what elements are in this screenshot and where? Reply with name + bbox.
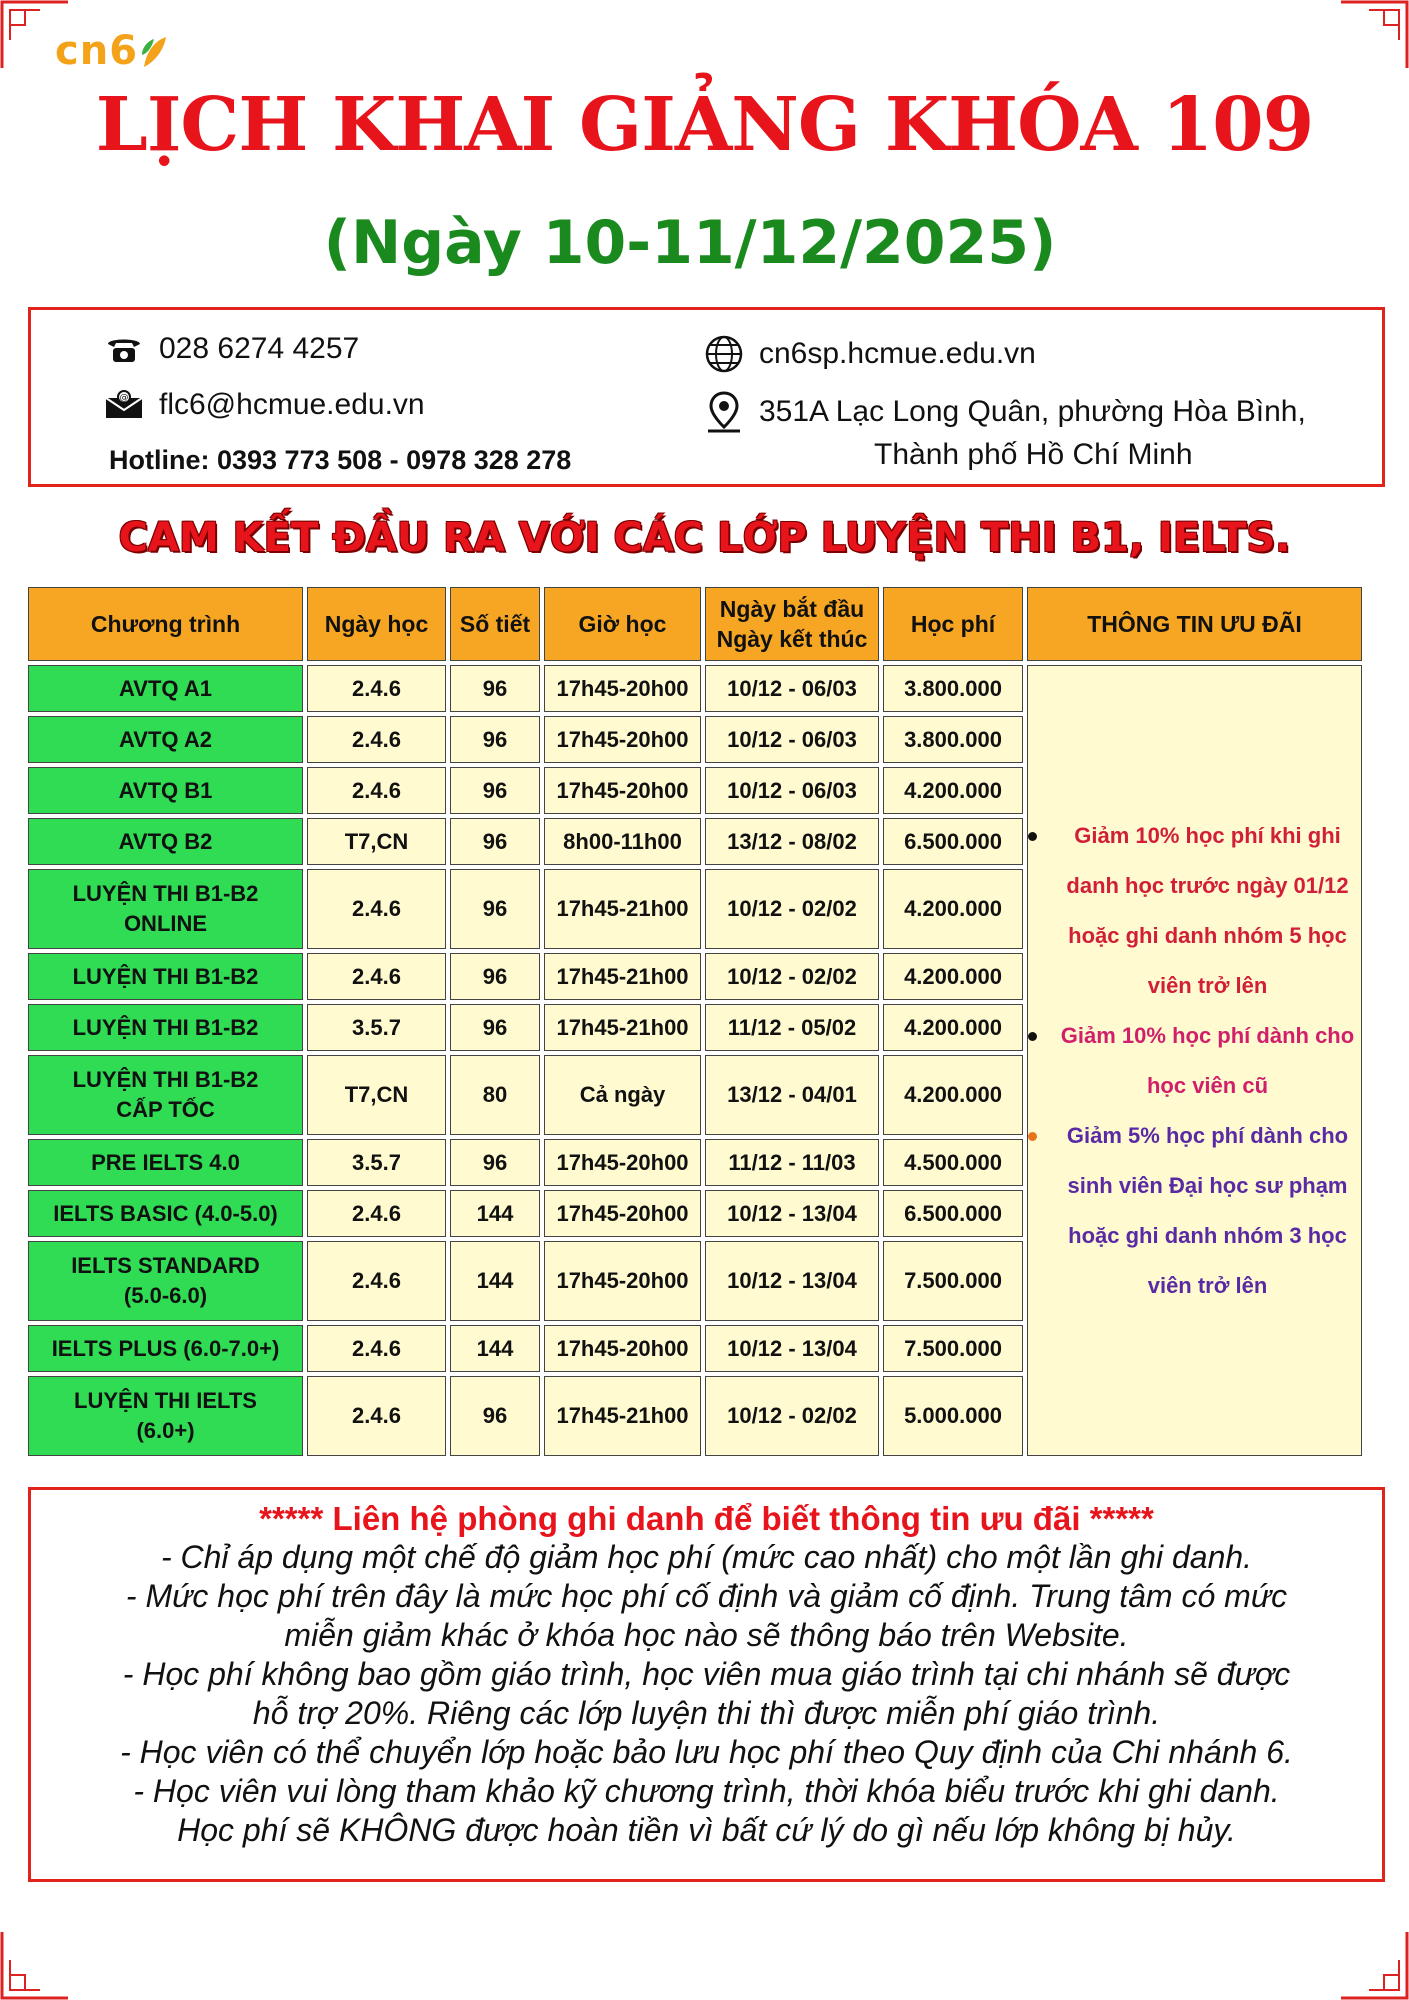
- fee-cell: 6.500.000: [883, 818, 1023, 865]
- logo-text: cn6: [55, 28, 139, 74]
- header-dates: [705, 587, 879, 661]
- fee-cell: 5.000.000: [883, 1376, 1023, 1456]
- header-periods: Số tiết: [450, 587, 540, 661]
- program-name: IELTS STANDARD: [71, 1253, 260, 1278]
- time-cell: 17h45-21h00: [544, 1004, 701, 1051]
- time-cell: 8h00-11h00: [544, 818, 701, 865]
- program-name: LUYỆN THI B1-B2: [72, 1014, 259, 1040]
- dates-cell: 13/12 - 08/02: [705, 818, 879, 865]
- note-line: - Học phí không bao gồm giáo trình, học viên mua giáo trình tại chi nhánh sẽ được: [122, 1656, 1291, 1692]
- program-cell: [28, 1055, 303, 1135]
- dates-cell: 10/12 - 02/02: [705, 953, 879, 1000]
- header-days: Ngày học: [307, 587, 446, 661]
- days-cell: 2.4.6: [307, 1190, 446, 1237]
- program-cell: [28, 1241, 303, 1321]
- time-cell: 17h45-20h00: [544, 1241, 701, 1321]
- program-name-sub: CẤP TỐC: [116, 1097, 215, 1122]
- fee-cell: 3.800.000: [883, 716, 1023, 763]
- dates-cell: 10/12 - 13/04: [705, 1241, 879, 1321]
- address-line-2: Thành phố Hồ Chí Minh: [874, 438, 1193, 471]
- notes-heading: ***** Liên hệ phòng ghi danh để biết thông tin ưu đãi *****: [259, 1500, 1154, 1537]
- dates-cell: 11/12 - 11/03: [705, 1139, 879, 1186]
- page-subtitle: (Ngày 10-11/12/2025): [323, 208, 1057, 278]
- header-time: Giờ học: [544, 587, 701, 661]
- note-line: - Mức học phí trên đây là mức học phí cố định và giảm cố định. Trung tâm có mức: [125, 1578, 1288, 1614]
- days-cell: 2.4.6: [307, 953, 446, 1000]
- program-name: LUYỆN THI IELTS: [74, 1388, 257, 1413]
- periods-cell: 96: [450, 1376, 540, 1456]
- days-cell: 3.5.7: [307, 1139, 446, 1186]
- corner-ornament-bottom-left: [0, 1930, 70, 2000]
- program-cell: [28, 818, 303, 865]
- globe-icon: [703, 337, 745, 371]
- dates-cell: 10/12 - 13/04: [705, 1325, 879, 1372]
- phone-line: [103, 332, 359, 366]
- program-name: LUYỆN THI B1-B2: [72, 963, 259, 989]
- days-cell: 2.4.6: [307, 869, 446, 949]
- bullet-icon: [1028, 1032, 1037, 1041]
- periods-cell: 96: [450, 818, 540, 865]
- fee-cell: 4.500.000: [883, 1139, 1023, 1186]
- days-cell: 2.4.6: [307, 716, 446, 763]
- notes-box: [28, 1487, 1385, 1882]
- days-cell: 3.5.7: [307, 1004, 446, 1051]
- website-line: [703, 337, 1036, 371]
- dates-cell: 11/12 - 05/02: [705, 1004, 879, 1051]
- corner-ornament-bottom-right: [1339, 1930, 1409, 2000]
- program-cell: [28, 1190, 303, 1237]
- header-dates-start: Ngày bắt đầu: [719, 596, 865, 622]
- program-cell: [28, 1376, 303, 1456]
- fee-cell: 7.500.000: [883, 1241, 1023, 1321]
- program-name: LUYỆN THI B1-B2: [72, 881, 259, 906]
- note-line: - Học viên có thể chuyển lớp hoặc bảo lưu học phí theo Quy định của Chi nhánh 6.: [120, 1734, 1293, 1770]
- offer-text: Giảm 10% học phí khi ghi danh học trước ngày 01/12 hoặc ghi danh nhóm 5 học viên trở lên: [1066, 822, 1349, 998]
- email-icon: [103, 388, 145, 422]
- leaf-icon: [140, 33, 168, 69]
- notes-lines: [31, 1538, 1382, 1850]
- days-cell: T7,CN: [307, 818, 446, 865]
- periods-cell: 144: [450, 1325, 540, 1372]
- fee-cell: 4.200.000: [883, 767, 1023, 814]
- note-line: - Chỉ áp dụng một chế độ giảm học phí (mức cao nhất) cho một lần ghi danh.: [160, 1539, 1253, 1575]
- periods-cell: 144: [450, 1190, 540, 1237]
- periods-cell: 96: [450, 1139, 540, 1186]
- bullet-icon: [1028, 832, 1037, 841]
- phone-number[interactable]: 028 6274 4257: [159, 332, 360, 365]
- commitment-banner: CAM KẾT ĐẦU RA VỚI CÁC LỚP LUYỆN THI B1, IELTS.: [118, 515, 1291, 561]
- offer-item: [1054, 1011, 1361, 1111]
- program-cell: [28, 665, 303, 712]
- schedule-table: [24, 583, 1366, 1460]
- corner-ornament-top-right: [1339, 0, 1409, 70]
- note-line: hỗ trợ 20%. Riêng các lớp luyện thi thì được miễn phí giáo trình.: [252, 1695, 1161, 1731]
- dates-cell: 10/12 - 02/02: [705, 869, 879, 949]
- svg-text:@: @: [119, 393, 129, 403]
- program-name: PRE IELTS 4.0: [91, 1149, 240, 1175]
- header-dates-end: Ngày kết thúc: [716, 626, 868, 652]
- offer-item: [1054, 811, 1361, 1011]
- fee-cell: 4.200.000: [883, 1004, 1023, 1051]
- periods-cell: 80: [450, 1055, 540, 1135]
- periods-cell: 96: [450, 716, 540, 763]
- program-name: AVTQ A2: [119, 726, 212, 752]
- program-cell: [28, 1139, 303, 1186]
- table-header-row: [28, 587, 1362, 661]
- header-program: Chương trình: [28, 587, 303, 661]
- dates-cell: 13/12 - 04/01: [705, 1055, 879, 1135]
- days-cell: 2.4.6: [307, 1241, 446, 1321]
- time-cell: 17h45-21h00: [544, 1376, 701, 1456]
- address-line-1: 351A Lạc Long Quân, phường Hòa Bình,: [759, 395, 1306, 428]
- periods-cell: 96: [450, 953, 540, 1000]
- program-name: AVTQ B1: [118, 777, 213, 803]
- fee-cell: 4.200.000: [883, 869, 1023, 949]
- note-line: - Học viên vui lòng tham khảo kỹ chương trình, thời khóa biểu trước khi ghi danh.: [133, 1773, 1280, 1809]
- program-cell: [28, 953, 303, 1000]
- offers-cell: [1027, 665, 1362, 1456]
- program-name: LUYỆN THI B1-B2: [72, 1067, 259, 1092]
- email-address[interactable]: flc6@hcmue.edu.vn: [159, 388, 425, 421]
- program-name: AVTQ B2: [118, 828, 213, 854]
- time-cell: 17h45-21h00: [544, 869, 701, 949]
- dates-cell: 10/12 - 13/04: [705, 1190, 879, 1237]
- time-cell: 17h45-20h00: [544, 1325, 701, 1372]
- time-cell: 17h45-21h00: [544, 953, 701, 1000]
- program-name: AVTQ A1: [119, 675, 212, 701]
- days-cell: 2.4.6: [307, 767, 446, 814]
- fee-cell: 4.200.000: [883, 1055, 1023, 1135]
- program-cell: [28, 869, 303, 949]
- contact-box: [28, 307, 1385, 487]
- days-cell: 2.4.6: [307, 665, 446, 712]
- offer-text: Giảm 5% học phí dành cho sinh viên Đại học sư phạm hoặc ghi danh nhóm 3 học viên trở lên: [1066, 1122, 1349, 1298]
- address-line: [703, 395, 1306, 429]
- periods-cell: 96: [450, 767, 540, 814]
- dates-cell: 10/12 - 06/03: [705, 665, 879, 712]
- fee-cell: 7.500.000: [883, 1325, 1023, 1372]
- offer-text: Giảm 10% học phí dành cho học viên cũ: [1060, 1022, 1355, 1098]
- fee-cell: 3.800.000: [883, 665, 1023, 712]
- dates-cell: 10/12 - 06/03: [705, 716, 879, 763]
- email-line: [103, 388, 425, 422]
- periods-cell: 96: [450, 665, 540, 712]
- program-cell: [28, 1004, 303, 1051]
- page-title: LỊCH KHAI GIẢNG KHÓA 109: [95, 82, 1314, 168]
- program-name: IELTS BASIC (4.0-5.0): [53, 1200, 278, 1226]
- days-cell: 2.4.6: [307, 1376, 446, 1456]
- periods-cell: 96: [450, 1004, 540, 1051]
- cn6-logo: [55, 28, 168, 74]
- dates-cell: 10/12 - 06/03: [705, 767, 879, 814]
- offer-item: [1054, 1111, 1361, 1311]
- note-line: miễn giảm khác ở khóa học nào sẽ thông báo trên Website.: [284, 1617, 1129, 1653]
- days-cell: 2.4.6: [307, 1325, 446, 1372]
- fee-cell: 4.200.000: [883, 953, 1023, 1000]
- table-row: [28, 665, 1362, 712]
- note-line: Học phí sẽ KHÔNG được hoàn tiền vì bất cứ lý do gì nếu lớp không bị hủy.: [177, 1812, 1236, 1848]
- phone-icon: [103, 332, 145, 366]
- website-url[interactable]: cn6sp.hcmue.edu.vn: [759, 337, 1036, 370]
- periods-cell: 96: [450, 869, 540, 949]
- header-fee: Học phí: [883, 587, 1023, 661]
- dates-cell: 10/12 - 02/02: [705, 1376, 879, 1456]
- program-name: IELTS PLUS (6.0-7.0+): [51, 1335, 280, 1361]
- program-name-sub: ONLINE: [123, 911, 208, 936]
- time-cell: 17h45-20h00: [544, 1139, 701, 1186]
- time-cell: 17h45-20h00: [544, 665, 701, 712]
- program-name-sub: (6.0+): [136, 1418, 195, 1443]
- time-cell: 17h45-20h00: [544, 716, 701, 763]
- time-cell: 17h45-20h00: [544, 1190, 701, 1237]
- program-cell: [28, 767, 303, 814]
- program-name-sub: (5.0-6.0): [123, 1283, 208, 1308]
- program-cell: [28, 716, 303, 763]
- bullet-icon: [1028, 1132, 1037, 1141]
- time-cell: 17h45-20h00: [544, 767, 701, 814]
- hotline-text: Hotline: 0393 773 508 - 0978 328 278: [109, 445, 572, 475]
- fee-cell: 6.500.000: [883, 1190, 1023, 1237]
- offers-list: [1028, 811, 1361, 1311]
- time-cell: Cả ngày: [544, 1055, 701, 1135]
- map-pin-icon: [703, 395, 745, 429]
- periods-cell: 144: [450, 1241, 540, 1321]
- days-cell: T7,CN: [307, 1055, 446, 1135]
- program-cell: [28, 1325, 303, 1372]
- header-offers: THÔNG TIN ƯU ĐÃI: [1027, 587, 1362, 661]
